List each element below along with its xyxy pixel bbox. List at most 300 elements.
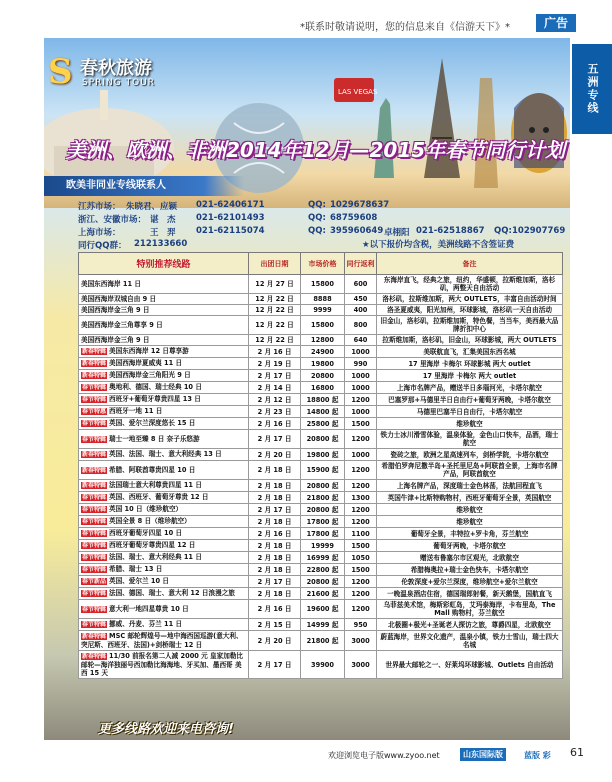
price-cell-text: 21800 起 bbox=[306, 636, 339, 645]
date-cell bbox=[249, 651, 301, 679]
contact-names: 谌 杰 bbox=[150, 215, 176, 225]
route-cell bbox=[79, 461, 249, 480]
rebate-cell-text: 1100 bbox=[351, 529, 370, 538]
rebate-cell-text: 600 bbox=[353, 280, 368, 288]
table-row[interactable] bbox=[79, 449, 563, 461]
date-cell bbox=[249, 492, 301, 504]
note-cell-text: 上海市名牌产品，赠送半日多瑙河光，卡塔尔航空 bbox=[396, 383, 543, 392]
date-cell bbox=[249, 316, 301, 335]
route-cell-text: 美国西海岸夏威夷 11 日 bbox=[109, 359, 183, 367]
rebate-cell bbox=[345, 552, 377, 564]
rebate-cell-text: 3000 bbox=[351, 636, 370, 645]
price-cell-text: 17800 起 bbox=[306, 529, 339, 538]
price-cell-text: 24900 bbox=[311, 347, 334, 356]
contact-qq[interactable]: 68759608 bbox=[330, 213, 378, 223]
contact-qq[interactable]: 395960649 bbox=[330, 226, 384, 236]
note-cell bbox=[377, 449, 563, 461]
advertisement-panel bbox=[44, 38, 570, 740]
date-cell-text: 2 月 17 日 bbox=[257, 371, 292, 380]
date-cell-text: 2 月 16 日 bbox=[257, 529, 292, 538]
price-cell bbox=[301, 492, 345, 504]
rebate-cell bbox=[345, 294, 377, 305]
note-cell-text: 17 里海岸 卡梅尔 环球影城 两大 outlet bbox=[408, 359, 531, 368]
route-cell bbox=[79, 588, 249, 600]
rebate-cell-text: 1200 bbox=[351, 605, 370, 613]
date-cell bbox=[249, 335, 301, 346]
price-cell bbox=[301, 619, 345, 631]
logo-subtitle: SPRING TOUR bbox=[82, 78, 156, 88]
price-cell bbox=[301, 600, 345, 619]
note-cell bbox=[377, 316, 563, 335]
rebate-cell-text: 1500 bbox=[351, 419, 370, 428]
rebate-cell-text: 640 bbox=[353, 336, 368, 344]
route-cell-text: 西班牙一地 11 日 bbox=[109, 407, 163, 415]
promo-tag: 春节特辑 bbox=[82, 590, 107, 597]
date-cell-text: 2 月 16 日 bbox=[257, 347, 292, 356]
logo-name: 春秋旅游 bbox=[80, 58, 152, 79]
rebate-cell bbox=[345, 651, 377, 679]
section-tab[interactable]: 五洲专线 bbox=[572, 44, 612, 134]
note-cell bbox=[377, 335, 563, 346]
contact-extra-phone[interactable]: 021-62518867 bbox=[416, 226, 485, 236]
date-cell-text: 2 月 18 日 bbox=[257, 493, 292, 502]
note-cell bbox=[377, 552, 563, 564]
route-table bbox=[78, 252, 563, 679]
rebate-cell bbox=[345, 588, 377, 600]
route-cell bbox=[79, 382, 249, 394]
date-cell bbox=[249, 430, 301, 449]
date-cell-text: 2 月 20 日 bbox=[257, 450, 292, 459]
contact-section-title: 欧美非同业专线联系人 bbox=[44, 176, 244, 196]
route-cell bbox=[79, 394, 249, 406]
note-cell bbox=[377, 418, 563, 430]
obelisk-shape bbox=[474, 78, 498, 188]
rebate-cell-text: 1000 bbox=[351, 450, 370, 459]
note-cell-text: 葡萄牙全景，丰特拉+罗卡角，芬兰航空 bbox=[410, 529, 529, 538]
date-cell-text: 12 月 22 日 bbox=[255, 321, 294, 329]
rebate-cell-text: 450 bbox=[353, 295, 368, 303]
table-row[interactable] bbox=[79, 651, 563, 679]
rebate-cell-text: 1200 bbox=[351, 435, 370, 443]
route-cell bbox=[79, 564, 249, 576]
price-cell bbox=[301, 430, 345, 449]
contact-region: 江苏市场： bbox=[78, 202, 121, 212]
table-row[interactable] bbox=[79, 358, 563, 370]
route-cell-text: 法国、瑞士、意大利经典 11 日 bbox=[109, 553, 202, 561]
pharaoh-eye bbox=[543, 127, 549, 133]
route-cell-text: 英国 10 日（维珍航空） bbox=[109, 505, 183, 513]
contact-row bbox=[78, 200, 558, 213]
promo-tag: 春节特惠 bbox=[82, 408, 107, 415]
rebate-cell bbox=[345, 564, 377, 576]
promo-tag: 春节特辑 bbox=[82, 605, 107, 613]
promo-tag: 春节特辑 bbox=[82, 542, 107, 549]
date-cell-text: 2 月 19 日 bbox=[257, 359, 292, 368]
route-cell bbox=[79, 528, 249, 540]
date-cell bbox=[249, 516, 301, 528]
note-cell-text: 世界最大邮轮之一、好莱坞环球影城、Outlets 自由活动 bbox=[385, 660, 554, 669]
rebate-cell bbox=[345, 600, 377, 619]
price-cell-text: 9999 bbox=[313, 306, 332, 314]
rebate-cell-text: 1050 bbox=[351, 553, 370, 562]
date-cell bbox=[249, 504, 301, 516]
table-row[interactable] bbox=[79, 540, 563, 552]
rebate-cell-text: 1200 bbox=[351, 577, 370, 586]
route-cell bbox=[79, 540, 249, 552]
ad-tag: 广告 bbox=[536, 14, 576, 32]
brand-logo[interactable] bbox=[48, 52, 188, 98]
route-cell-text: 瑞士一地至臻 8 日 奈子乐悠游 bbox=[109, 434, 200, 443]
date-cell-text: 2 月 18 日 bbox=[257, 565, 292, 574]
date-cell bbox=[249, 305, 301, 316]
table-row[interactable] bbox=[79, 370, 563, 382]
table-row[interactable] bbox=[79, 504, 563, 516]
date-cell bbox=[249, 382, 301, 394]
contact-row bbox=[78, 213, 558, 226]
table-row[interactable] bbox=[79, 576, 563, 588]
header-price: 市场价格 bbox=[301, 253, 345, 275]
rebate-cell bbox=[345, 430, 377, 449]
note-cell-text: 洛圣夏威夷，阳光加州，环球影城，洛杉矶一天自由活动 bbox=[387, 306, 552, 314]
price-cell bbox=[301, 305, 345, 316]
price-cell-text: 15800 bbox=[311, 280, 334, 288]
contact-names: 王 羿 bbox=[150, 228, 176, 238]
note-cell bbox=[377, 294, 563, 305]
date-cell bbox=[249, 294, 301, 305]
date-cell bbox=[249, 449, 301, 461]
price-cell bbox=[301, 370, 345, 382]
note-cell-text: 东海岸直飞，经典之旅，纽约，华盛顿，拉斯维加斯，洛杉矶，两整天自由活动 bbox=[383, 276, 556, 292]
table-row[interactable] bbox=[79, 316, 563, 335]
footer-edition: 山东国际版 bbox=[460, 748, 506, 761]
table-row[interactable] bbox=[79, 294, 563, 305]
price-cell-text: 18800 起 bbox=[306, 395, 339, 404]
route-cell bbox=[79, 576, 249, 588]
date-cell-text: 2 月 18 日 bbox=[257, 466, 292, 474]
price-cell bbox=[301, 406, 345, 418]
footer-version: 蓝版 彩 bbox=[524, 751, 551, 760]
rebate-cell-text: 400 bbox=[353, 306, 368, 314]
route-cell-text: 奥地利、德国、瑞士经典 10 日 bbox=[109, 383, 202, 391]
route-cell bbox=[79, 600, 249, 619]
note-cell-text: 北极圈+极光+圣诞老人探访之旅，尊爵四星，北欧航空 bbox=[388, 620, 551, 629]
route-cell bbox=[79, 335, 249, 346]
promo-tag: 春节特辑 bbox=[82, 494, 107, 501]
price-cell-text: 20800 起 bbox=[306, 481, 339, 490]
note-cell-text: 希腊伯罗奔尼撒半岛+圣托里尼岛+阿联酋全景，上海市名牌产品，阿联酋航空 bbox=[381, 462, 558, 478]
route-cell bbox=[79, 316, 249, 335]
page-number: 61 bbox=[570, 746, 584, 759]
price-cell-text: 16800 bbox=[311, 383, 334, 392]
price-cell-text: 8888 bbox=[313, 295, 332, 303]
rebate-cell-text: 950 bbox=[353, 620, 368, 629]
rebate-cell-text: 1000 bbox=[351, 407, 370, 416]
table-row[interactable] bbox=[79, 631, 563, 651]
price-cell bbox=[301, 394, 345, 406]
route-cell-text: 11/30 前报名第二人减 2000 元 皇家加勒比邮轮—海洋独丽号西加勒比海海地、牙买加、墨西哥 美西 15 天 bbox=[81, 652, 244, 677]
date-cell bbox=[249, 461, 301, 480]
price-cell bbox=[301, 294, 345, 305]
price-cell-text: 21800 起 bbox=[306, 493, 339, 502]
promo-tag: 新春特辑 bbox=[82, 372, 107, 379]
promo-tag: 春节特辑 bbox=[82, 621, 107, 628]
rebate-cell-text: 1000 bbox=[351, 347, 370, 356]
price-cell-text: 19999 bbox=[311, 541, 334, 550]
route-cell-text: 美国西海岸双城自由 9 日 bbox=[81, 295, 157, 303]
rebate-cell bbox=[345, 492, 377, 504]
contact-qq-group[interactable]: 212133660 bbox=[134, 239, 188, 249]
note-cell-text: 拉斯维加斯，洛杉矶，旧金山，环球影城，两大 OUTLETS bbox=[382, 336, 557, 344]
table-row[interactable] bbox=[79, 418, 563, 430]
promo-tag: 春节特辑 bbox=[82, 554, 107, 561]
price-cell bbox=[301, 552, 345, 564]
contact-region: 上海市场： bbox=[78, 228, 121, 238]
route-cell bbox=[79, 346, 249, 358]
rebate-cell bbox=[345, 316, 377, 335]
rebate-cell-text: 1500 bbox=[351, 541, 370, 550]
date-cell-text: 2 月 17 日 bbox=[257, 577, 292, 586]
rebate-cell bbox=[345, 358, 377, 370]
note-cell-text: 美联航直飞，汇集美国东西名城 bbox=[423, 347, 516, 356]
date-cell-text: 2 月 12 日 bbox=[257, 395, 292, 404]
price-cell-text: 15800 bbox=[311, 321, 334, 329]
price-cell bbox=[301, 418, 345, 430]
promo-tag: 春节新品 bbox=[82, 578, 107, 585]
date-cell bbox=[249, 564, 301, 576]
promo-tag: 春节特辑 bbox=[82, 396, 107, 403]
table-row[interactable] bbox=[79, 600, 563, 619]
price-cell-text: 15900 起 bbox=[306, 466, 339, 474]
header-date: 出团日期 bbox=[249, 253, 301, 275]
price-cell bbox=[301, 316, 345, 335]
price-cell-text: 21600 起 bbox=[306, 589, 339, 598]
date-cell bbox=[249, 394, 301, 406]
note-cell-text: 维珍航空 bbox=[456, 505, 483, 514]
table-row[interactable] bbox=[79, 588, 563, 600]
note-cell-text: 17 里海岸 卡梅尔 两大 outlet bbox=[422, 371, 517, 380]
ad-notice: *联系时敬请说明，您的信息来自《信游天下》* bbox=[300, 22, 510, 33]
note-cell bbox=[377, 275, 563, 294]
date-cell bbox=[249, 275, 301, 294]
route-cell bbox=[79, 492, 249, 504]
note-cell bbox=[377, 619, 563, 631]
date-cell bbox=[249, 588, 301, 600]
promo-tag: 春节特辑 bbox=[82, 420, 107, 427]
date-cell-text: 12 月 22 日 bbox=[255, 336, 294, 344]
date-cell bbox=[249, 358, 301, 370]
table-row[interactable] bbox=[79, 564, 563, 576]
price-cell bbox=[301, 540, 345, 552]
price-cell-text: 20800 起 bbox=[306, 577, 339, 586]
table-row[interactable] bbox=[79, 516, 563, 528]
date-cell-text: 2 月 14 日 bbox=[257, 383, 292, 392]
contact-extra-name: 卓栩阳 bbox=[384, 228, 410, 238]
date-cell bbox=[249, 631, 301, 651]
rebate-cell-text: 1500 bbox=[351, 565, 370, 574]
price-cell-text: 25800 起 bbox=[306, 419, 339, 428]
contact-phone[interactable]: 021-62115074 bbox=[196, 226, 265, 236]
route-cell-text: 美国东西海岸 11 日 bbox=[81, 280, 141, 288]
rebate-cell-text: 1200 bbox=[351, 505, 370, 514]
route-cell bbox=[79, 504, 249, 516]
route-cell bbox=[79, 358, 249, 370]
rebate-cell bbox=[345, 528, 377, 540]
route-cell bbox=[79, 516, 249, 528]
route-cell bbox=[79, 370, 249, 382]
price-cell bbox=[301, 335, 345, 346]
promo-tag: 春节特辑 bbox=[82, 435, 107, 443]
price-cell bbox=[301, 346, 345, 358]
route-cell bbox=[79, 275, 249, 294]
price-cell bbox=[301, 576, 345, 588]
contact-phone[interactable]: 021-62406171 bbox=[196, 200, 265, 210]
contact-names: 朱晓君、应颖 bbox=[126, 202, 178, 212]
date-cell-text: 12 月 22 日 bbox=[255, 306, 294, 314]
price-note: ★以下报价均含税，美洲线路不含签证费 bbox=[362, 240, 515, 250]
promo-tag: 新春特辑 bbox=[82, 633, 107, 640]
note-cell bbox=[377, 346, 563, 358]
table-row[interactable] bbox=[79, 346, 563, 358]
note-cell bbox=[377, 631, 563, 651]
date-cell bbox=[249, 406, 301, 418]
date-cell bbox=[249, 600, 301, 619]
table-row[interactable] bbox=[79, 552, 563, 564]
route-cell-text: 美国西海岸金三角 9 日 bbox=[81, 306, 150, 314]
price-cell-text: 14800 起 bbox=[306, 407, 339, 416]
date-cell bbox=[249, 619, 301, 631]
promo-tag: 春节特辑 bbox=[82, 530, 107, 537]
note-cell bbox=[377, 492, 563, 504]
note-cell-text: 乌菲兹美术馆，梅斯彩虹岛，艾玛泰海岸，卡布里岛，The Mall 购物村，芬兰航空 bbox=[383, 601, 556, 617]
route-cell-text: 英国、法国、瑞士、意大利经典 13 日 bbox=[109, 450, 222, 458]
rebate-cell-text: 1300 bbox=[351, 493, 370, 502]
price-cell-text: 12800 bbox=[311, 336, 334, 344]
date-cell bbox=[249, 540, 301, 552]
table-row[interactable] bbox=[79, 480, 563, 492]
promo-tag: 新春特辑 bbox=[82, 360, 107, 367]
pharaoh-eye bbox=[529, 127, 535, 133]
rebate-cell bbox=[345, 382, 377, 394]
route-cell-text: 美国西海岸金三角阳光 9 日 bbox=[109, 371, 191, 379]
promo-tag: 春节特辑 bbox=[82, 384, 107, 391]
route-cell-text: 意大利一地四星尊贵 10 日 bbox=[109, 604, 189, 613]
price-cell bbox=[301, 480, 345, 492]
route-cell bbox=[79, 305, 249, 316]
date-cell-text: 2 月 17 日 bbox=[257, 505, 292, 514]
table-row[interactable] bbox=[79, 492, 563, 504]
date-cell-text: 2 月 18 日 bbox=[257, 541, 292, 550]
route-cell-text: 希腊、阿联酋尊贵四星 10 日 bbox=[109, 465, 196, 474]
route-cell bbox=[79, 430, 249, 449]
date-cell-text: 2 月 18 日 bbox=[257, 517, 292, 526]
rebate-cell-text: 990 bbox=[353, 359, 368, 368]
rebate-cell bbox=[345, 540, 377, 552]
note-cell-text: 旧金山，洛杉矶，拉斯维加斯，特色餐，当当车，美西最大品牌折扣中心 bbox=[380, 317, 559, 333]
date-cell bbox=[249, 480, 301, 492]
rebate-cell-text: 1200 bbox=[351, 517, 370, 526]
rebate-cell-text: 1200 bbox=[351, 481, 370, 490]
rebate-cell-text: 1200 bbox=[351, 395, 370, 404]
note-cell bbox=[377, 461, 563, 480]
note-cell-text: 铁力士冰川滑雪体验，温泉体验，金色山口快车，品酒，瑞士航空 bbox=[380, 431, 559, 447]
note-cell-text: 马德里巴塞半日自由行，卡塔尔航空 bbox=[416, 407, 523, 416]
route-cell bbox=[79, 406, 249, 418]
price-cell bbox=[301, 504, 345, 516]
note-cell-text: 赠送布鲁塞尔市区观光，北欧航空 bbox=[420, 553, 519, 562]
date-cell bbox=[249, 576, 301, 588]
date-cell-text: 2 月 18 日 bbox=[257, 553, 292, 562]
note-cell-text: 葡萄牙两晚，卡塔尔航空 bbox=[433, 541, 506, 550]
table-row[interactable] bbox=[79, 305, 563, 316]
rebate-cell bbox=[345, 370, 377, 382]
price-cell-text: 22800 起 bbox=[306, 565, 339, 574]
route-cell bbox=[79, 651, 249, 679]
date-cell-text: 12 月 27 日 bbox=[255, 280, 294, 288]
rebate-cell bbox=[345, 631, 377, 651]
route-cell bbox=[79, 449, 249, 461]
page-headline: 美洲、欧洲、非洲2014年12月—2015年春节同行计划 bbox=[66, 138, 566, 162]
rebate-cell-text: 1200 bbox=[351, 589, 370, 598]
table-row[interactable] bbox=[79, 461, 563, 480]
contact-region: 同行QQ群： bbox=[78, 241, 127, 251]
date-cell-text: 2 月 23 日 bbox=[257, 407, 292, 416]
date-cell bbox=[249, 370, 301, 382]
note-cell bbox=[377, 370, 563, 382]
table-row[interactable] bbox=[79, 275, 563, 294]
promo-tag: 新春特辑 bbox=[82, 466, 107, 474]
table-row[interactable] bbox=[79, 382, 563, 394]
note-cell-text: 维珍航空 bbox=[456, 419, 483, 428]
table-row[interactable] bbox=[79, 528, 563, 540]
rebate-cell bbox=[345, 406, 377, 418]
note-cell bbox=[377, 394, 563, 406]
table-row[interactable] bbox=[79, 619, 563, 631]
date-cell-text: 2 月 16 日 bbox=[257, 605, 292, 613]
table-row[interactable] bbox=[79, 406, 563, 418]
rebate-cell bbox=[345, 335, 377, 346]
date-cell bbox=[249, 552, 301, 564]
date-cell-text: 2 月 15 日 bbox=[257, 620, 292, 629]
note-cell bbox=[377, 516, 563, 528]
promo-tag: 春节特辑 bbox=[82, 506, 107, 513]
note-cell bbox=[377, 576, 563, 588]
promo-tag: 春节特辑 bbox=[82, 566, 107, 573]
contact-qq[interactable]: 1029678637 bbox=[330, 200, 390, 210]
price-cell-text: 19600 起 bbox=[306, 605, 339, 613]
route-cell-text: 英国、爱尔兰深度悠长 15 日 bbox=[109, 419, 196, 427]
note-cell-text: 伦敦深度+爱尔兰深度，维珍航空+爱尔兰航空 bbox=[401, 577, 538, 586]
note-cell bbox=[377, 382, 563, 394]
footer bbox=[328, 748, 568, 762]
rebate-cell-text: 1000 bbox=[351, 383, 370, 392]
price-cell bbox=[301, 564, 345, 576]
contact-extra-qq[interactable]: 102907769 bbox=[512, 226, 566, 236]
rebate-cell-text: 800 bbox=[353, 321, 368, 329]
promo-tag: 新春特辑 bbox=[82, 451, 107, 458]
price-cell-text: 20800 起 bbox=[306, 435, 339, 443]
table-row[interactable] bbox=[79, 394, 563, 406]
rebate-cell bbox=[345, 576, 377, 588]
table-row[interactable] bbox=[79, 335, 563, 346]
note-cell bbox=[377, 406, 563, 418]
footer-website[interactable]: 欢迎浏览电子版www.zyoo.net bbox=[328, 751, 440, 760]
rebate-cell bbox=[345, 504, 377, 516]
table-row[interactable] bbox=[79, 430, 563, 449]
note-cell bbox=[377, 430, 563, 449]
route-cell-text: 美国东西海岸 12 日尊享游 bbox=[109, 347, 189, 355]
contact-phone[interactable]: 021-62101493 bbox=[196, 213, 265, 223]
note-cell-text: 上海名牌产品，深度瑞士金色林荡，法航回程直飞 bbox=[396, 481, 543, 490]
